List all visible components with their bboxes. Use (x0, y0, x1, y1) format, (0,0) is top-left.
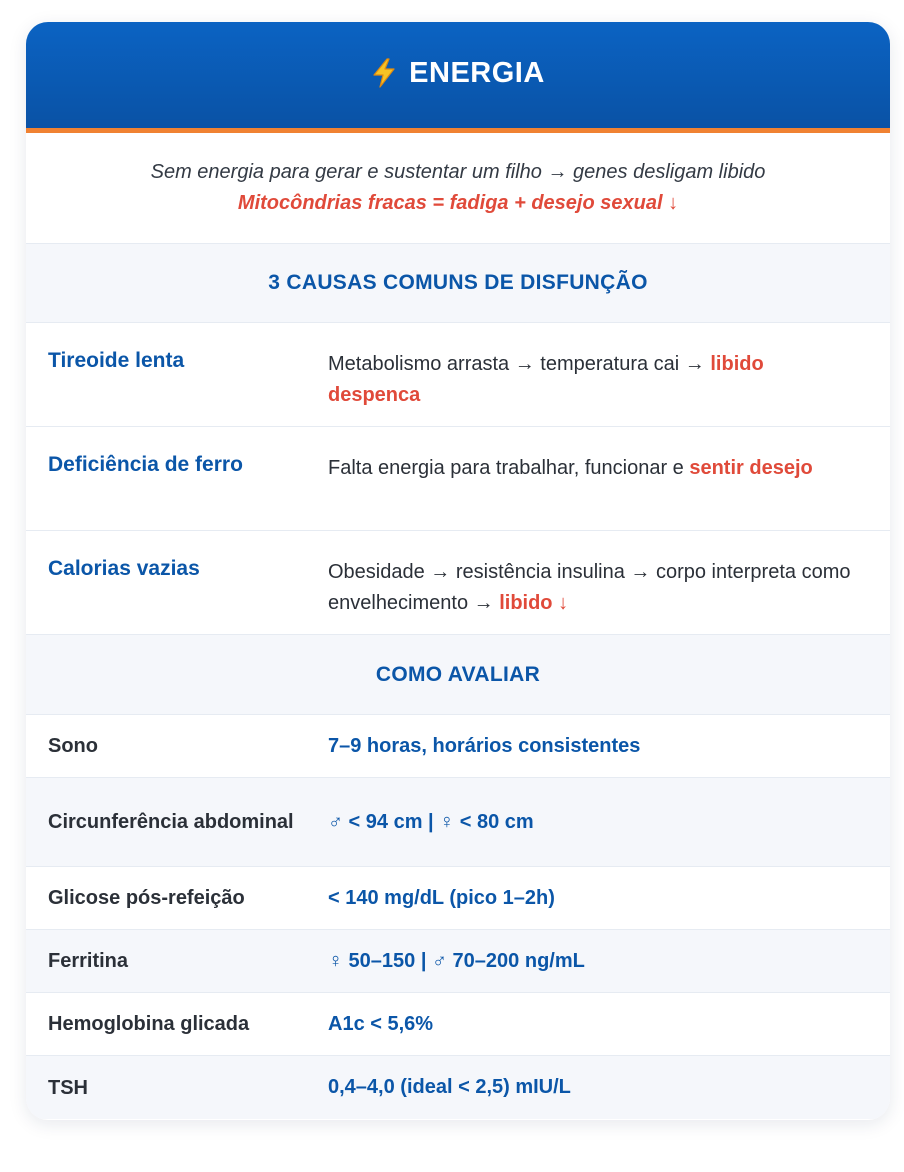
cause-row (26, 323, 890, 427)
evaluate-section-title: COMO AVALIAR (26, 635, 890, 715)
evaluation-value: ♀ 50–150 | ♂ 70–200 ng/mL (328, 949, 585, 972)
intro-highlight: Mitocôndrias fracas = fadiga + desejo sexual ↓ (237, 192, 679, 214)
header-title-group (371, 57, 545, 90)
evaluation-row (26, 993, 890, 1056)
cause-name: Calorias vazias (48, 557, 200, 580)
evaluation-row (26, 867, 890, 930)
evaluation-row (26, 1056, 890, 1119)
intro-statement: Sem energia para gerar e sustentar um filho → genes desligam libido (150, 161, 766, 183)
cause-highlight: libido ↓ (499, 592, 569, 614)
cause-description-text: Falta energia para trabalhar, funcionar e (328, 457, 690, 479)
evaluation-row (26, 715, 890, 778)
evaluation-label: Circunferência abdominal (48, 811, 294, 833)
card-header (26, 22, 890, 133)
cause-highlight: libido despenca (328, 353, 764, 406)
causes-section-title: 3 CAUSAS COMUNS DE DISFUNÇÃO (26, 244, 890, 323)
evaluation-value: ♂ < 94 cm | ♀ < 80 cm (328, 810, 534, 833)
evaluation-label: Glicose pós-refeição (48, 887, 245, 909)
evaluation-value: 7–9 horas, horários consistentes (328, 734, 641, 757)
evaluation-label: Sono (48, 735, 98, 757)
header-title: ENERGIA (409, 56, 545, 89)
cause-row (26, 427, 890, 531)
cause-row (26, 531, 890, 635)
evaluation-label: Hemoglobina glicada (48, 1013, 250, 1035)
evaluation-value: < 140 mg/dL (pico 1–2h) (328, 886, 555, 909)
lightning-bolt-icon (371, 58, 397, 88)
evaluation-label: TSH (48, 1076, 88, 1099)
evaluation-label: Ferritina (48, 950, 129, 972)
cause-highlight: sentir desejo (689, 457, 813, 479)
evaluation-value: 0,4–4,0 (ideal < 2,5) mIU/L (328, 1076, 571, 1098)
cause-description (328, 427, 890, 530)
cause-description (328, 323, 890, 426)
evaluation-value: A1c < 5,6% (328, 1012, 434, 1035)
evaluation-row (26, 930, 890, 993)
intro-section (26, 133, 890, 244)
cause-description (328, 531, 890, 634)
evaluation-row (26, 778, 890, 867)
cause-description-text: Obesidade → resistência insulina → corpo interpreta como envelhecimento → (328, 561, 851, 614)
cause-name: Deficiência de ferro (48, 453, 243, 476)
cause-description-text: Metabolismo arrasta → temperatura cai → (328, 353, 711, 375)
cause-name: Tireoide lenta (48, 349, 185, 372)
energy-card (26, 22, 890, 1120)
